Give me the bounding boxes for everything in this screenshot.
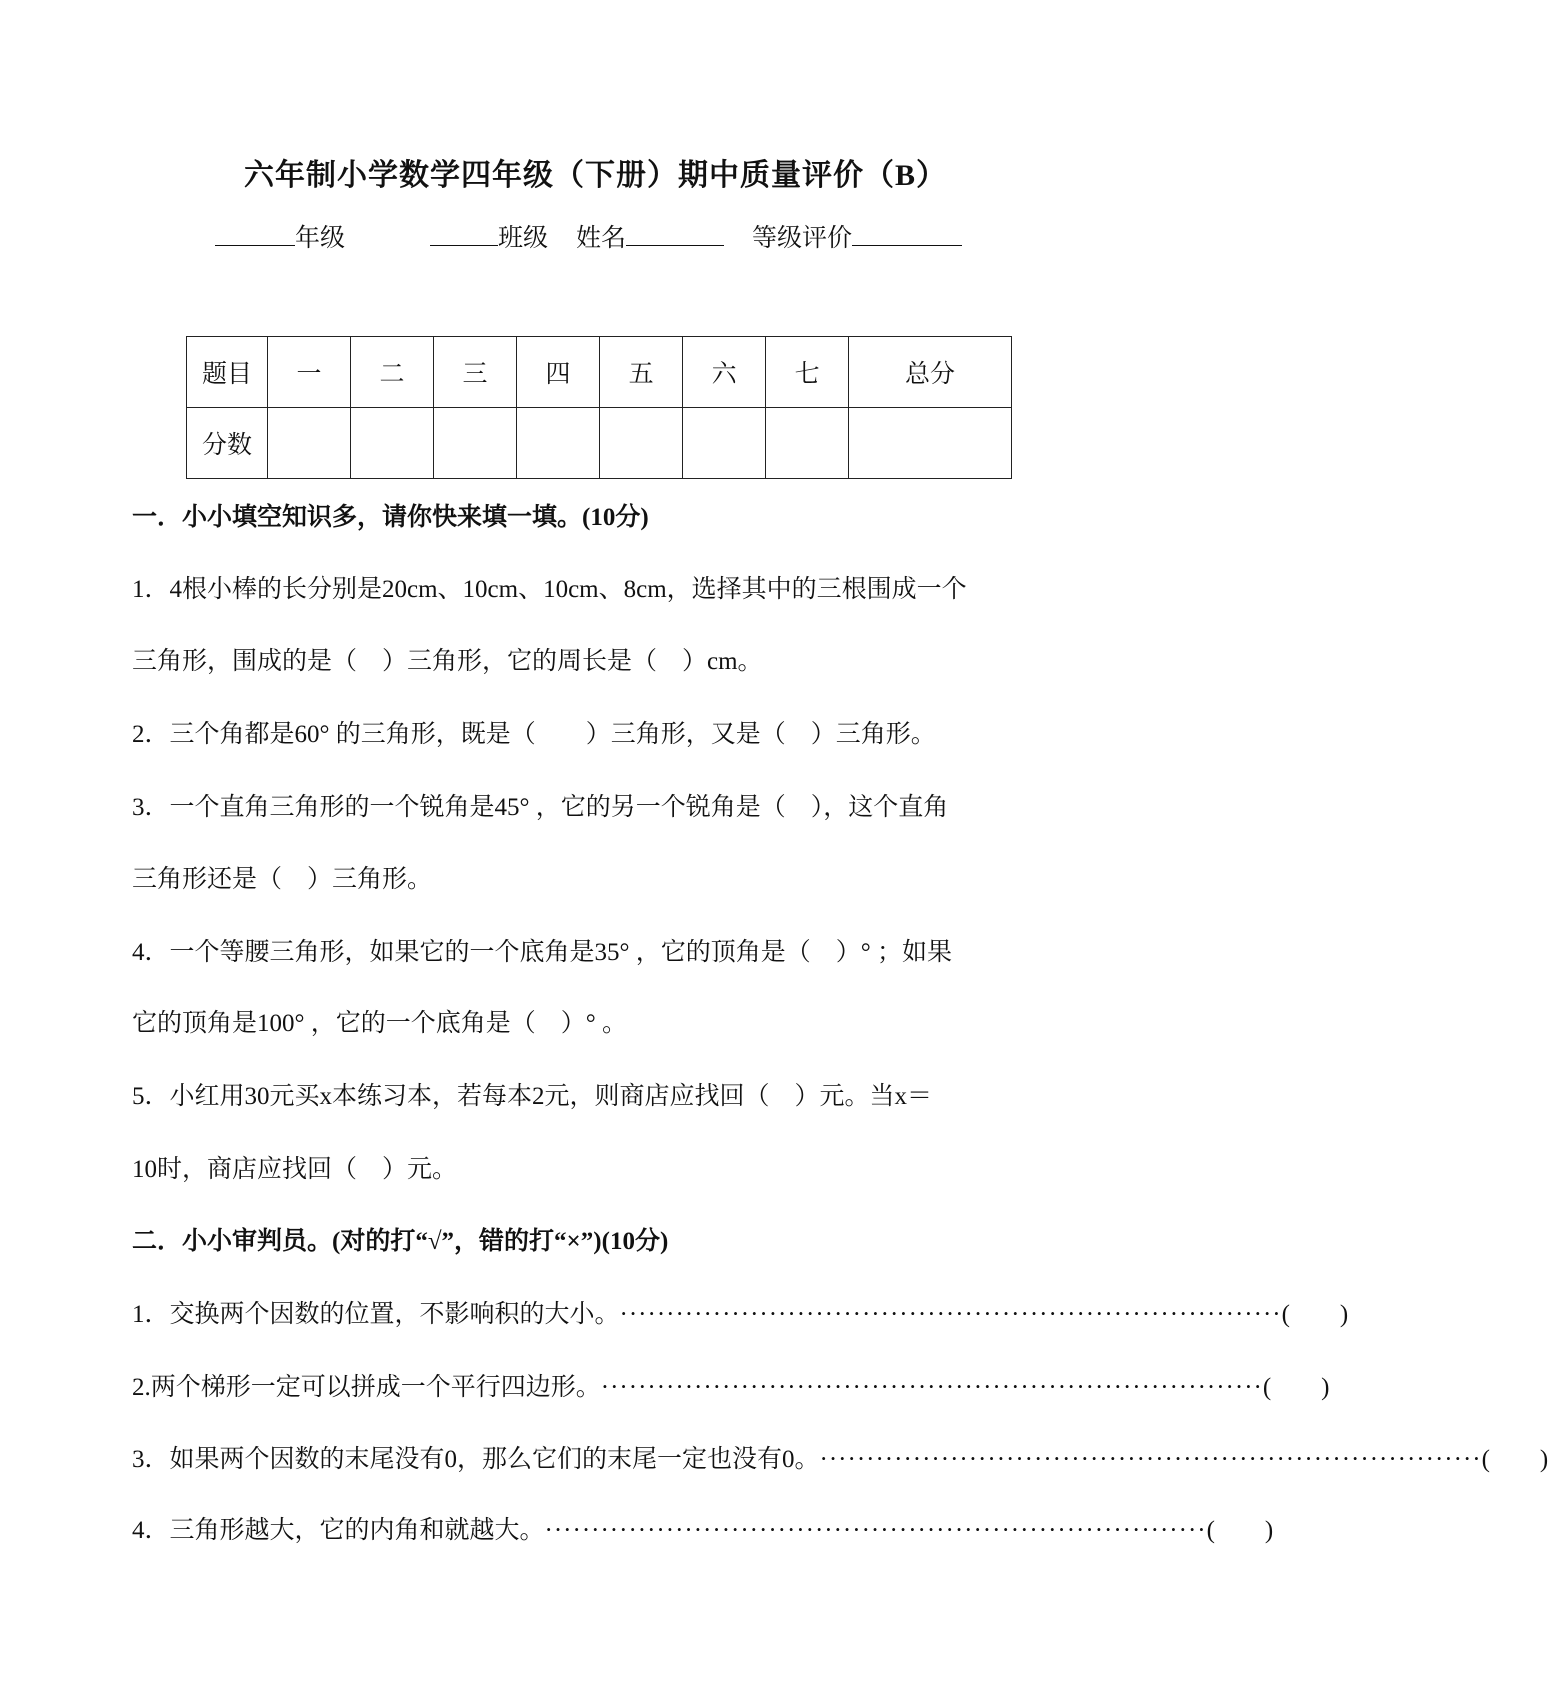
header-cell: 三 (434, 337, 517, 408)
class-blank[interactable] (430, 223, 498, 246)
dot-leader: ······································································· (600, 1374, 1263, 1401)
judge-item (132, 1297, 1349, 1333)
score-table-score-row (187, 408, 1012, 479)
name-blank[interactable] (626, 223, 724, 246)
score-table (186, 336, 1012, 479)
header-cell: 四 (517, 337, 600, 408)
score-cell[interactable] (766, 408, 849, 479)
score-table-header-row (187, 337, 1012, 408)
question-line: 3．一个直角三角形的一个锐角是45° ，它的另一个锐角是（ ），这个直角 (132, 794, 949, 821)
grade-label: 年级 (295, 225, 346, 252)
score-cell[interactable] (434, 408, 517, 479)
row-label: 分数 (187, 408, 268, 479)
answer-paren[interactable]: ( ) (1206, 1517, 1274, 1544)
section-1-heading: 一．小小填空知识多，请你快来填一填。(10分) (132, 504, 649, 531)
judge-item (132, 1442, 1548, 1478)
rating-blank[interactable] (852, 223, 962, 246)
question-line: 2．三个角都是60° 的三角形，既是（ ）三角形，又是（ ）三角形。 (132, 721, 936, 748)
question-line: 它的顶角是100° ，它的一个底角是（ ）° 。 (132, 1010, 627, 1037)
question-line: 10时，商店应找回（ ）元。 (132, 1156, 458, 1183)
header-cell: 七 (766, 337, 849, 408)
page-title: 六年制小学数学四年级（下册）期中质量评价（B） (243, 159, 947, 192)
grade-blank[interactable] (215, 223, 295, 246)
score-cell[interactable] (351, 408, 434, 479)
dot-leader: ······································································· (619, 1301, 1282, 1328)
student-info-row (215, 218, 962, 254)
question-line: 5．小红用30元买x本练习本，若每本2元，则商店应找回（ ）元。当x＝ (132, 1083, 933, 1110)
header-cell: 五 (600, 337, 683, 408)
section-2-heading: 二．小小审判员。(对的打“√”，错的打“×”)(10分) (132, 1228, 669, 1255)
judge-item-text: 3．如果两个因数的末尾没有0，那么它们的末尾一定也没有0。 (132, 1446, 820, 1473)
judge-item-text: 1．交换两个因数的位置，不影响积的大小。 (132, 1301, 620, 1328)
score-cell[interactable] (683, 408, 766, 479)
answer-paren[interactable]: ( ) (1281, 1301, 1349, 1328)
name-label: 姓名 (576, 225, 627, 252)
answer-paren[interactable]: ( ) (1262, 1374, 1330, 1401)
judge-item (132, 1370, 1330, 1406)
rating-label: 等级评价 (752, 225, 853, 252)
header-cell: 题目 (187, 337, 268, 408)
judge-item (132, 1513, 1274, 1549)
question-line: 1．4根小棒的长分别是20cm、10cm、10cm、8cm，选择其中的三根围成一个 (132, 576, 967, 603)
question-line: 4．一个等腰三角形，如果它的一个底角是35° ，它的顶角是（ ）° ；如果 (132, 939, 952, 966)
score-cell[interactable] (268, 408, 351, 479)
header-cell: 总分 (849, 337, 1012, 408)
header-cell: 一 (268, 337, 351, 408)
score-cell[interactable] (517, 408, 600, 479)
dot-leader: ······································································· (819, 1446, 1482, 1473)
header-cell: 六 (683, 337, 766, 408)
answer-paren[interactable]: ( ) (1481, 1446, 1548, 1473)
judge-item-text: 4．三角形越大，它的内角和就越大。 (132, 1517, 545, 1544)
header-cell: 二 (351, 337, 434, 408)
question-line: 三角形，围成的是（ ）三角形，它的周长是（ ）cm。 (132, 648, 763, 675)
dot-leader: ······································································· (544, 1517, 1207, 1544)
judge-item-text: 2.两个梯形一定可以拼成一个平行四边形。 (132, 1374, 601, 1401)
score-cell[interactable] (849, 408, 1012, 479)
score-cell[interactable] (600, 408, 683, 479)
class-label: 班级 (498, 225, 549, 252)
question-line: 三角形还是（ ）三角形。 (132, 866, 433, 893)
